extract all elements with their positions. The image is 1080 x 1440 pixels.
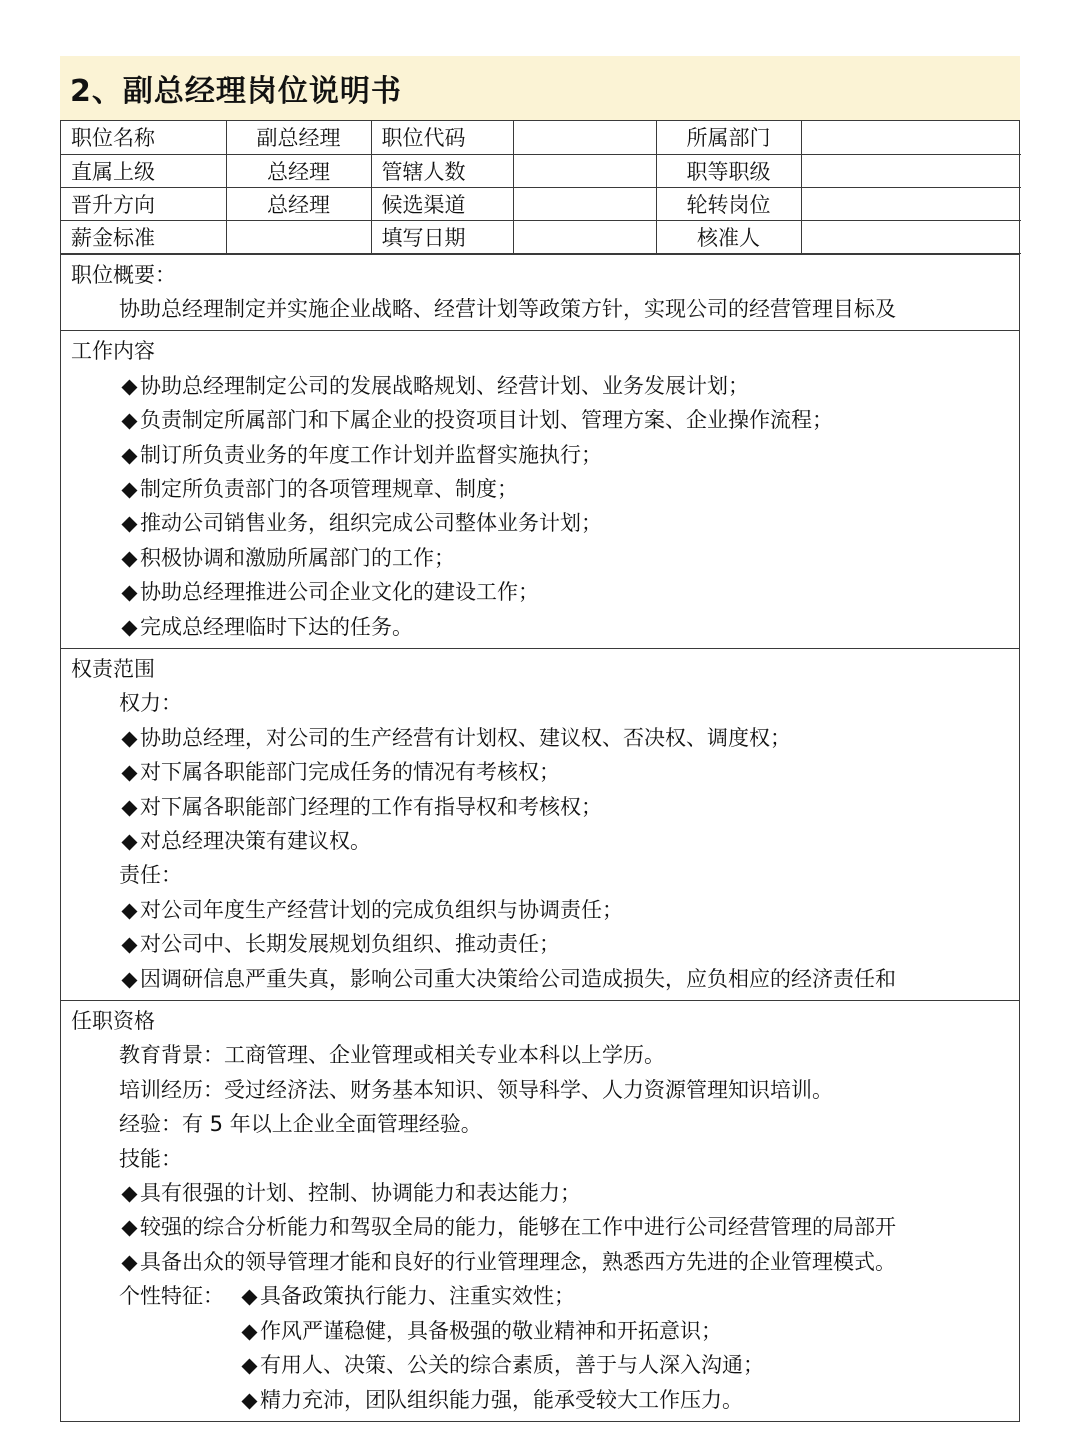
list-item: ◆ 具有很强的计划、控制、协调能力和表达能力； <box>71 1176 1009 1210</box>
info-label: 所属部门 <box>656 121 801 154</box>
bullet-icon: ◆ <box>241 1318 258 1343</box>
document <box>60 56 1020 1422</box>
info-row <box>61 220 1021 253</box>
section-heading: 任职资格 <box>71 1009 155 1034</box>
subheading-duty: 责任： <box>119 863 182 888</box>
list-item: ◆ 协助总经理，对公司的生产经营有计划权、建议权、否决权、调度权； <box>71 721 1009 755</box>
info-label: 候选渠道 <box>371 187 513 220</box>
list-item: ◆ 精力充沛，团队组织能力强，能承受较大工作压力。 <box>71 1383 1009 1417</box>
traits-label: 个性特征： <box>119 1284 224 1309</box>
list-item: ◆ 协助总经理推进公司企业文化的建设工作； <box>71 575 1009 609</box>
bullet-icon: ◆ <box>121 580 138 605</box>
bullet-icon: ◆ <box>121 794 138 819</box>
info-label: 职等职级 <box>656 154 801 187</box>
bullet-icon: ◆ <box>121 829 138 853</box>
basic-info-table <box>61 121 1021 254</box>
info-label: 填写日期 <box>371 220 513 253</box>
info-row <box>61 121 1021 154</box>
info-label: 薪金标准 <box>61 220 226 253</box>
info-row <box>61 187 1021 220</box>
list-item: ◆ 对下属各职能部门经理的工作有指导权和考核权； <box>71 790 1009 824</box>
bullet-icon: ◆ <box>121 408 138 433</box>
bullet-icon: ◆ <box>121 442 138 467</box>
bullet-icon: ◆ <box>121 966 138 991</box>
bullet-icon: ◆ <box>121 476 138 501</box>
summary-section <box>61 254 1019 331</box>
info-label: 核准人 <box>656 220 801 253</box>
info-row <box>61 154 1021 187</box>
bullet-icon: ◆ <box>121 1181 138 1206</box>
bullet-icon: ◆ <box>121 373 138 398</box>
info-label: 职位名称 <box>61 121 226 154</box>
info-value <box>801 220 1021 253</box>
list-item: ◆ 对公司中、长期发展规划负组织、推动责任； <box>71 927 1009 961</box>
list-item: ◆ 制定所负责部门的各项管理规章、制度； <box>71 472 1009 506</box>
info-value: 总经理 <box>226 154 371 187</box>
education-line: 教育背景：工商管理、企业管理或相关专业本科以上学历。 <box>119 1043 665 1068</box>
info-label: 直属上级 <box>61 154 226 187</box>
job-description-table <box>60 120 1020 1422</box>
experience-line: 经验：有 5 年以上企业全面管理经验。 <box>119 1112 482 1137</box>
list-item: ◆ 对下属各职能部门完成任务的情况有考核权； <box>71 755 1009 789</box>
info-value <box>801 187 1021 220</box>
list-item: ◆ 对总经理决策有建议权。 <box>71 824 1009 858</box>
info-label: 职位代码 <box>371 121 513 154</box>
section-heading: 工作内容 <box>71 339 155 364</box>
authority-section <box>61 648 1019 1000</box>
info-value <box>513 154 656 187</box>
summary-text: 协助总经理制定并实施企业战略、经营计划等政策方针，实现公司的经营管理目标及 <box>119 296 896 321</box>
info-value <box>801 154 1021 187</box>
info-value <box>513 220 656 253</box>
info-value <box>513 187 656 220</box>
qualification-section <box>61 1000 1019 1421</box>
list-item: ◆ 完成总经理临时下达的任务。 <box>71 610 1009 644</box>
bullet-icon: ◆ <box>121 511 138 536</box>
section-heading: 职位概要： <box>71 262 176 287</box>
list-item: ◆ 有用人、决策、公关的综合素质，善于与人深入沟通； <box>71 1348 1009 1382</box>
list-item: ◆ 推动公司销售业务，组织完成公司整体业务计划； <box>71 506 1009 540</box>
info-label: 管辖人数 <box>371 154 513 187</box>
bullet-icon: ◆ <box>121 1215 138 1240</box>
document-title: 2、副总经理岗位说明书 <box>60 56 1020 120</box>
bullet-icon: ◆ <box>121 897 138 922</box>
info-value: 总经理 <box>226 187 371 220</box>
info-value <box>801 121 1021 154</box>
bullet-icon: ◆ <box>241 1353 258 1378</box>
bullet-icon: ◆ <box>121 614 138 639</box>
bullet-icon: ◆ <box>121 1249 138 1274</box>
list-item: 个性特征： ◆ 具备政策执行能力、注重实效性； <box>71 1279 1009 1313</box>
list-item: ◆ 负责制定所属部门和下属企业的投资项目计划、管理方案、企业操作流程； <box>71 403 1009 437</box>
info-value <box>226 220 371 253</box>
bullet-icon: ◆ <box>241 1284 258 1309</box>
list-item: ◆ 制订所负责业务的年度工作计划并监督实施执行； <box>71 438 1009 472</box>
training-line: 培训经历：受过经济法、财务基本知识、领导科学、人力资源管理知识培训。 <box>119 1077 833 1102</box>
list-item: ◆ 对公司年度生产经营计划的完成负组织与协调责任； <box>71 893 1009 927</box>
list-item: ◆ 协助总经理制定公司的发展战略规划、经营计划、业务发展计划； <box>71 369 1009 403</box>
info-label: 轮转岗位 <box>656 187 801 220</box>
list-item: ◆ 作风严谨稳健，具备极强的敬业精神和开拓意识； <box>71 1314 1009 1348</box>
list-item: ◆ 积极协调和激励所属部门的工作； <box>71 541 1009 575</box>
list-item: ◆ 因调研信息严重失真，影响公司重大决策给公司造成损失，应负相应的经济责任和 <box>71 962 1009 996</box>
bullet-icon: ◆ <box>121 932 138 957</box>
bullet-icon: ◆ <box>241 1387 258 1412</box>
list-item: ◆ 较强的综合分析能力和驾驭全局的能力，能够在工作中进行公司经营管理的局部开 <box>71 1210 1009 1244</box>
subheading-power: 权力： <box>119 691 182 716</box>
info-value <box>513 121 656 154</box>
section-heading: 权责范围 <box>71 656 155 681</box>
work-section <box>61 330 1019 648</box>
bullet-icon: ◆ <box>121 725 138 750</box>
bullet-icon: ◆ <box>121 760 138 785</box>
info-value: 副总经理 <box>226 121 371 154</box>
skills-label: 技能： <box>119 1146 182 1171</box>
bullet-icon: ◆ <box>121 545 138 570</box>
info-label: 晋升方向 <box>61 187 226 220</box>
list-item: ◆ 具备出众的领导管理才能和良好的行业管理理念，熟悉西方先进的企业管理模式。 <box>71 1245 1009 1279</box>
